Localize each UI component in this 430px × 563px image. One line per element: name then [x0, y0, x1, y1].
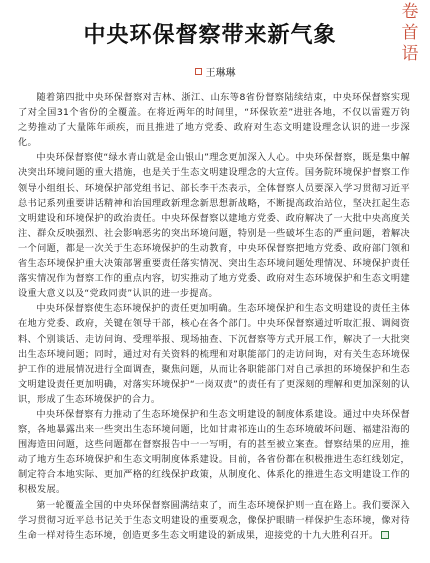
article-title: 中央环保督察带来新气象 [83, 23, 337, 48]
paragraph: 中央环保督察使生态环境保护的责任更加明确。生态环境保护和生态文明建设的责任主体在地方党委、政府，关键在领导干部，核心在各个部门。中央环保督察通过听取汇报、调阅资料、个别谈话、走访问询、受理举报、现场抽查、下沉督察等方式开展工作，解决了一大批突出生态环境问题；同时，通过对有关资料的梳理和对职能部门的走访问询，对有关生态环境保护工作的进展情况进行全面调查，聚焦问题，从而让各职能部门对自己承担的环境保护和生态文明建设责任更加明确，对落实环境保护“一岗双责”的责任有了更深刻的理解和更加深刻的认识，形成了生态环境保护的合力。 [18, 303, 410, 405]
end-of-article-icon [381, 531, 389, 539]
section-tab [390, 0, 430, 68]
section-tab-char: 卷 [401, 2, 419, 22]
paragraph [18, 498, 410, 543]
section-tab-char: 语 [401, 44, 419, 64]
paragraph: 中央环保督察使“绿水青山就是金山银山”理念更加深入人心。中央环保督察，既是集中解决突出环境问题的重大措施，也是关于生态文明建设理念的大宣传。国务院环境保护督察工作领导小组组长、环境保护部党组书记、部长李干杰表示，全体督察人员要深入学习贯彻习近平总书记系列重要讲话精神和治国理政新理念新思想新战略，不断提高政治站位，坚决扛起生态文明建设和环境保护的政治责任。中央环保督察以建地方党委、政府解决了一大批中央高度关注、群众反映强烈、社会影响恶劣的突出环境问题，特别是一些破坏生态的严重问题，着解决一个问题，都是一次关于生态环境保护的生动教育，中央环保督察把地方党委、政府部门领和省生态环境保护重大决策部署重要责任落实情况、突出生态环境问题处理情况、环境保护责任落实情况作为督察工作的重点内容，切实推动了地方党委、政府对生态环境保护和生态文明建设重大意义以及“党政同责”认识的进一步提高。 [18, 152, 410, 300]
byline-square-icon [195, 68, 202, 75]
paragraph: 随着第四批中央环保督察对吉林、浙江、山东等8省份督察陆续结束，中央环保督察实现了对全国31个省份的全覆盖。在将近两年的时间里，“环保钦差”进驻各地，不仅以雷霆万钧之势推动了大量陈年顽疾，而且推进了地方党委、政府对生态文明建设理念认识的进一步深化。 [18, 92, 410, 149]
section-tab-char: 首 [401, 23, 419, 43]
paragraph: 中央环保督察有力推动了生态环境保护和生态文明建设的制度体系建设。通过中央环保督察，各地暴露出来一些突出生态环境问题，比如甘肃祁连山的生态环境破坏问题、福建沿海的围海造田问题，这些问题都在督察报告中一一写明，有的甚至被立案查。督察结果的应用，推动了地方生态环境保护和生态文明制度体系建设。目前，各省份都在积极推进生态红线划定，制定符合本地实际、更加严格的红线保护政策，从制度化、体系化的推进生态文明建设工作的积极发展。 [18, 408, 410, 496]
article-body [18, 90, 410, 543]
paragraph-text: 第一轮覆盖全国的中央环保督察圆满结束了，而生态环境保护则一直在路上。我们要深入学习贯彻习近平总书记关于生态文明建设的重要观念，像保护眼睛一样保护生态环境，像对待生命一样对待生态环境，创造更多生态文明建设的新成果，迎接党的十九大胜利召开。 [18, 499, 410, 541]
byline [0, 64, 430, 79]
author-name: 王琳琳 [205, 68, 236, 79]
